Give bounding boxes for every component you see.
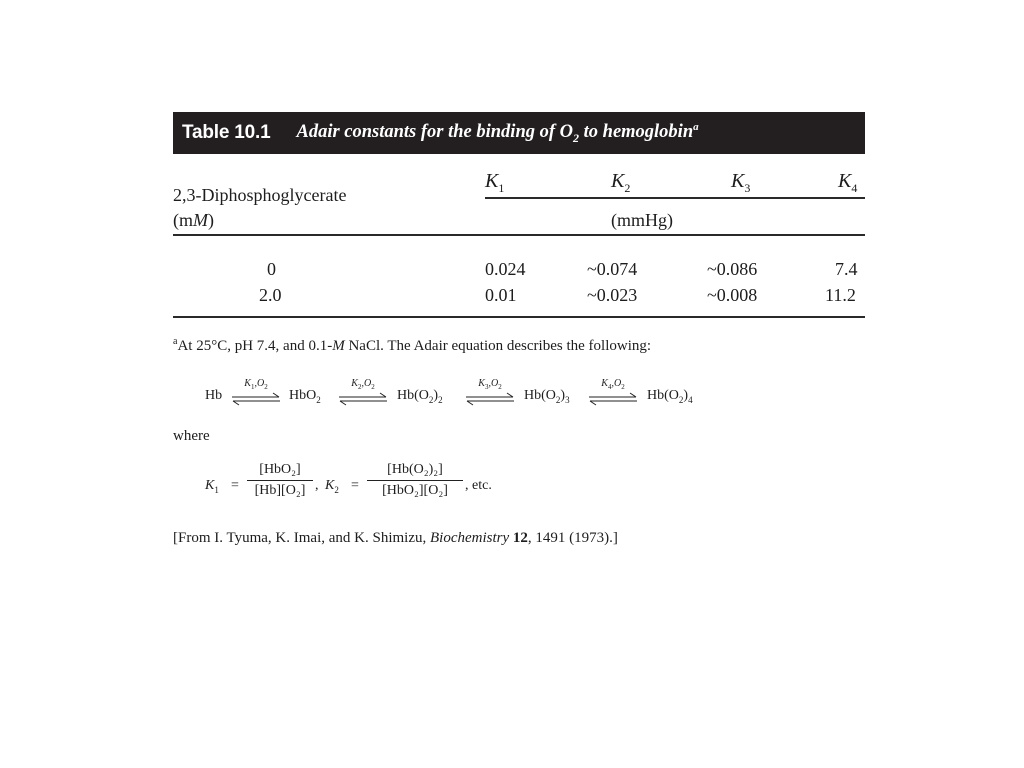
k2-symbol: $K_2$ bbox=[325, 478, 339, 495]
row-header-line2: (mM) bbox=[173, 210, 214, 230]
fraction-k2-numerator: [Hb(O₂)₂] bbox=[387, 462, 443, 477]
species-hbo2-3: $Hb(O_2)_3$ bbox=[524, 388, 570, 405]
equilibrium-arrows-icon bbox=[465, 392, 515, 406]
table-caption bbox=[296, 121, 698, 146]
table-cell-k1-1: 0.01 bbox=[485, 285, 517, 305]
species-hbo2: HbO$_2$ bbox=[289, 388, 321, 405]
arrow-label-2: $K_2,O_2$ bbox=[351, 378, 375, 391]
table-cell-dpg-0: 0 bbox=[267, 259, 276, 279]
caption-footnote-marker: a bbox=[693, 120, 699, 133]
column-header-k3: $K_3$ bbox=[731, 170, 751, 195]
source-citation: [From I. Tyuma, K. Imai, and K. Shimizu, Biochemistry 12, 1491 (1973).] bbox=[173, 530, 618, 546]
table-footnote: $^a$At 25°C, pH 7.4, and 0.1-M NaCl. The Adair equation describes the following: bbox=[173, 336, 652, 354]
column-header-k1: $K_1$ bbox=[485, 170, 505, 195]
table-cell-dpg-1: 2.0 bbox=[259, 285, 282, 305]
fraction-k2 bbox=[367, 462, 463, 499]
equilibrium-arrows-icon bbox=[338, 392, 388, 406]
footnote-marker: a bbox=[173, 336, 178, 347]
adair-reaction-scheme bbox=[205, 378, 765, 414]
fraction-k1-denominator: [Hb][O₂] bbox=[254, 483, 306, 498]
comma: , bbox=[315, 478, 319, 493]
equals-sign-1: = bbox=[231, 478, 239, 493]
equilibrium-arrow-2 bbox=[338, 378, 388, 408]
caption-text: Adair constants for the binding of O bbox=[296, 121, 574, 142]
equilibrium-arrow-4 bbox=[588, 378, 638, 408]
equilibrium-arrow-1 bbox=[231, 378, 281, 408]
fraction-k1-numerator: [HbO₂] bbox=[259, 462, 301, 477]
where-label: where bbox=[173, 428, 210, 444]
table-cell-k2-1: ~0.023 bbox=[587, 285, 638, 305]
unit-label: (mmHg) bbox=[611, 210, 673, 230]
equals-sign-2: = bbox=[351, 478, 359, 493]
species-hbo2-4: $Hb(O_2)_4$ bbox=[647, 388, 693, 405]
table-cell-k3-1: ~0.008 bbox=[707, 285, 758, 305]
table-cell-k3-0: ~0.086 bbox=[707, 259, 758, 279]
arrow-label-4: $K_4,O_2$ bbox=[601, 378, 625, 391]
table-cell-k4-1: 11.2 bbox=[825, 285, 856, 305]
row-header-line1: 2,3-Diphosphoglycerate bbox=[173, 185, 347, 205]
equilibrium-arrows-icon bbox=[231, 392, 281, 406]
spanner-rule bbox=[485, 197, 865, 199]
fraction-k2-denominator: [HbO₂][O₂] bbox=[382, 483, 448, 498]
k1-symbol: $K_1$ bbox=[205, 478, 219, 495]
equilibrium-arrows-icon bbox=[588, 392, 638, 406]
arrow-label-1: $K_1,O_2$ bbox=[244, 378, 268, 391]
species-hb: Hb bbox=[205, 388, 223, 403]
column-header-k4: $K_4$ bbox=[838, 170, 858, 195]
equilibrium-arrow-3 bbox=[465, 378, 515, 408]
arrow-label-3: $K_3,O_2$ bbox=[478, 378, 502, 391]
table-cell-k4-0: 7.4 bbox=[835, 259, 858, 279]
table-number: Table 10.1 bbox=[182, 122, 271, 143]
table-title-bar bbox=[173, 112, 865, 154]
equilibrium-constant-definitions bbox=[205, 462, 605, 512]
table-cell-k1-0: 0.024 bbox=[485, 259, 526, 279]
fraction-k1 bbox=[247, 462, 313, 499]
header-rule bbox=[173, 234, 865, 236]
species-hbo2-2: $Hb(O_2)_2$ bbox=[397, 388, 443, 405]
column-header-k2: $K_2$ bbox=[611, 170, 631, 195]
caption-subscript: 2 bbox=[573, 130, 580, 145]
caption-text-end: to hemoglobin bbox=[579, 121, 694, 142]
data-table bbox=[173, 154, 865, 320]
etc-text: , etc. bbox=[465, 478, 492, 493]
bottom-rule bbox=[173, 316, 865, 318]
table-cell-k2-0: ~0.074 bbox=[587, 259, 638, 279]
